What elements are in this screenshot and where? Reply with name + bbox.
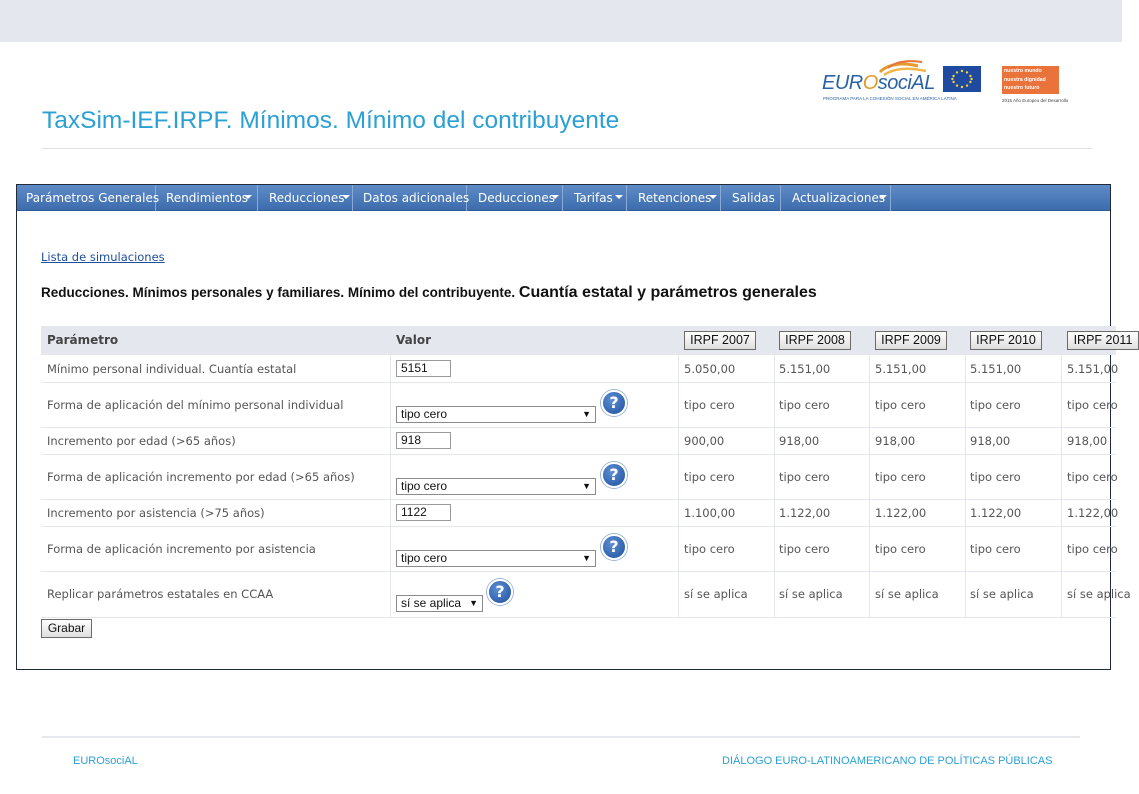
header-valor: Valor	[396, 333, 432, 347]
footer-tagline: DIÁLOGO EURO-LATINOAMERICANO DE POLÍTICAS PÚBLICAS	[722, 755, 1053, 767]
year-value: tipo cero	[875, 470, 926, 484]
table-header	[41, 326, 1133, 355]
help-icon[interactable]: ?	[601, 462, 627, 488]
heading-big: Cuantía estatal y parámetros generales	[518, 284, 817, 301]
menu-item-salidas[interactable]	[721, 185, 781, 211]
table-row	[41, 428, 1116, 455]
year-value: tipo cero	[970, 398, 1021, 412]
year-value: tipo cero	[1067, 470, 1118, 484]
caret-down-icon	[342, 195, 350, 199]
help-icon[interactable]: ?	[601, 390, 627, 416]
year-button-2010[interactable]: IRPF 2010	[970, 331, 1042, 350]
year-value: 5.151,00	[970, 362, 1022, 376]
main-menu-bar	[17, 185, 1110, 211]
heading-main: Reducciones. Mínimos personales y familiares. Mínimo del contribuyente.	[41, 285, 516, 300]
menu-label: Salidas	[732, 191, 775, 205]
year-value: 918,00	[875, 434, 916, 448]
table-row	[41, 500, 1119, 527]
menu-item-datos-adicionales[interactable]	[353, 185, 470, 211]
year-value: tipo cero	[1067, 542, 1118, 556]
year-value: tipo cero	[970, 470, 1021, 484]
year-value: tipo cero	[970, 542, 1021, 556]
table-row	[41, 527, 1116, 572]
dropdown-arrow-icon: ▼	[469, 598, 478, 608]
year-value: tipo cero	[684, 470, 735, 484]
nm-line-1: nuestro mundo	[1004, 68, 1042, 74]
year-value: 900,00	[684, 434, 725, 448]
caret-down-icon	[615, 195, 623, 199]
table-row	[41, 572, 1131, 618]
nm-line-2: nuestra dignidad	[1004, 76, 1046, 83]
menu-label: Parámetros Generales	[26, 191, 160, 205]
eurosocial-logo	[822, 58, 957, 106]
nm-caption: 2015 Año Europeo del Desarrollo	[1002, 98, 1069, 103]
menu-label: Retenciones	[638, 191, 712, 205]
year-value: 1.100,00	[684, 506, 736, 520]
app-window	[16, 184, 1133, 670]
select-value: tipo cero	[401, 479, 448, 493]
year-value: sí se aplica	[1067, 587, 1131, 601]
top-band	[0, 0, 1122, 42]
menu-label: Datos adicionales	[363, 191, 470, 205]
year-value: 5.050,00	[684, 362, 736, 376]
help-icon[interactable]: ?	[487, 579, 513, 605]
select-value: tipo cero	[401, 551, 448, 565]
year-value: 5.151,00	[1067, 362, 1119, 376]
param-label: Forma de aplicación incremento por asistencia	[47, 542, 316, 556]
table-row	[41, 455, 1116, 500]
menu-item-actualizaciones[interactable]	[781, 185, 891, 211]
footer-brand: EUROsociAL	[73, 755, 138, 767]
eu-flag-icon	[943, 66, 981, 92]
caret-down-icon	[551, 195, 559, 199]
incremento-edad-input[interactable]: 918	[396, 432, 451, 449]
eurosocial-subtitle: PROGRAMA PARA LA COHESIÓN SOCIAL EN AMÉRICA LATINA	[823, 96, 957, 101]
year-value: tipo cero	[1067, 398, 1118, 412]
table-row	[41, 383, 1116, 428]
save-button[interactable]: Grabar	[41, 619, 92, 638]
caret-down-icon	[244, 195, 252, 199]
year-button-2008[interactable]: IRPF 2008	[779, 331, 851, 350]
section-heading	[41, 284, 817, 302]
year-value: 1.122,00	[779, 506, 831, 520]
param-label: Forma de aplicación del mínimo personal individual	[47, 398, 344, 412]
year-value: 1.122,00	[970, 506, 1022, 520]
title-divider	[42, 148, 1092, 149]
forma-minimo-select[interactable]	[396, 406, 596, 423]
menu-item-retenciones[interactable]	[627, 185, 721, 211]
param-label: Incremento por asistencia (>75 años)	[47, 506, 265, 520]
year-button-2009[interactable]: IRPF 2009	[875, 331, 947, 350]
help-icon[interactable]: ?	[601, 534, 627, 560]
year-value: sí se aplica	[779, 587, 843, 601]
menu-item-rendimientos[interactable]	[156, 185, 258, 211]
forma-edad-select[interactable]	[396, 478, 596, 495]
menu-item-reducciones[interactable]	[258, 185, 353, 211]
year-button-2011[interactable]: IRPF 2011	[1067, 331, 1139, 350]
partner-logos	[822, 58, 1084, 106]
menu-label: Tarifas	[574, 191, 613, 205]
year-button-2007[interactable]: IRPF 2007	[684, 331, 756, 350]
year-value: 918,00	[970, 434, 1011, 448]
year-value: tipo cero	[779, 470, 830, 484]
dropdown-arrow-icon: ▼	[582, 409, 591, 419]
incremento-asistencia-input[interactable]: 1122	[396, 504, 451, 521]
select-value: sí se aplica	[401, 596, 462, 610]
dropdown-arrow-icon: ▼	[582, 481, 591, 491]
menu-item-deducciones[interactable]	[467, 185, 563, 211]
year-value: tipo cero	[684, 398, 735, 412]
simulations-list-link[interactable]: Lista de simulaciones	[41, 250, 165, 264]
year-value: sí se aplica	[875, 587, 939, 601]
year-value: sí se aplica	[684, 587, 748, 601]
year-value: tipo cero	[779, 398, 830, 412]
year-value: tipo cero	[875, 398, 926, 412]
menu-item-parametros-generales[interactable]	[17, 185, 160, 211]
menu-label: Deducciones	[478, 191, 555, 205]
year-value: 918,00	[1067, 434, 1108, 448]
caret-down-icon	[879, 195, 887, 199]
menu-item-tarifas[interactable]	[563, 185, 627, 211]
header-parametro: Parámetro	[47, 333, 119, 347]
year-value: 1.122,00	[1067, 506, 1119, 520]
nuestro-mundo-logo	[1002, 66, 1059, 94]
param-label: Mínimo personal individual. Cuantía estatal	[47, 362, 297, 376]
table-row	[41, 355, 1119, 383]
caret-down-icon	[709, 195, 717, 199]
parameters-table	[41, 326, 1133, 618]
param-label: Replicar parámetros estatales en CCAA	[47, 587, 274, 601]
param-label: Forma de aplicación incremento por edad (>65 años)	[47, 470, 355, 484]
minimo-personal-input[interactable]: 5151	[396, 360, 451, 377]
menu-label: Actualizaciones	[792, 191, 886, 205]
year-value: 5.151,00	[875, 362, 927, 376]
year-value: tipo cero	[779, 542, 830, 556]
menu-label: Rendimientos	[166, 191, 249, 205]
footer-divider	[42, 736, 1080, 738]
eurosocial-wordmark: EUROsociAL	[822, 72, 935, 94]
year-value: tipo cero	[684, 542, 735, 556]
menu-label: Reducciones	[269, 191, 345, 205]
year-value: tipo cero	[875, 542, 926, 556]
forma-asistencia-select[interactable]	[396, 550, 596, 567]
nm-line-3: nuestro futuro	[1004, 85, 1040, 91]
year-value: 918,00	[779, 434, 820, 448]
year-value: sí se aplica	[970, 587, 1034, 601]
year-value: 5.151,00	[779, 362, 831, 376]
param-label: Incremento por edad (>65 años)	[47, 434, 236, 448]
year-value: 1.122,00	[875, 506, 927, 520]
dropdown-arrow-icon: ▼	[582, 553, 591, 563]
page-title: TaxSim-IEF.IRPF. Mínimos. Mínimo del contribuyente	[42, 107, 620, 134]
replicar-ccaa-select[interactable]	[396, 595, 483, 612]
select-value: tipo cero	[401, 407, 448, 421]
